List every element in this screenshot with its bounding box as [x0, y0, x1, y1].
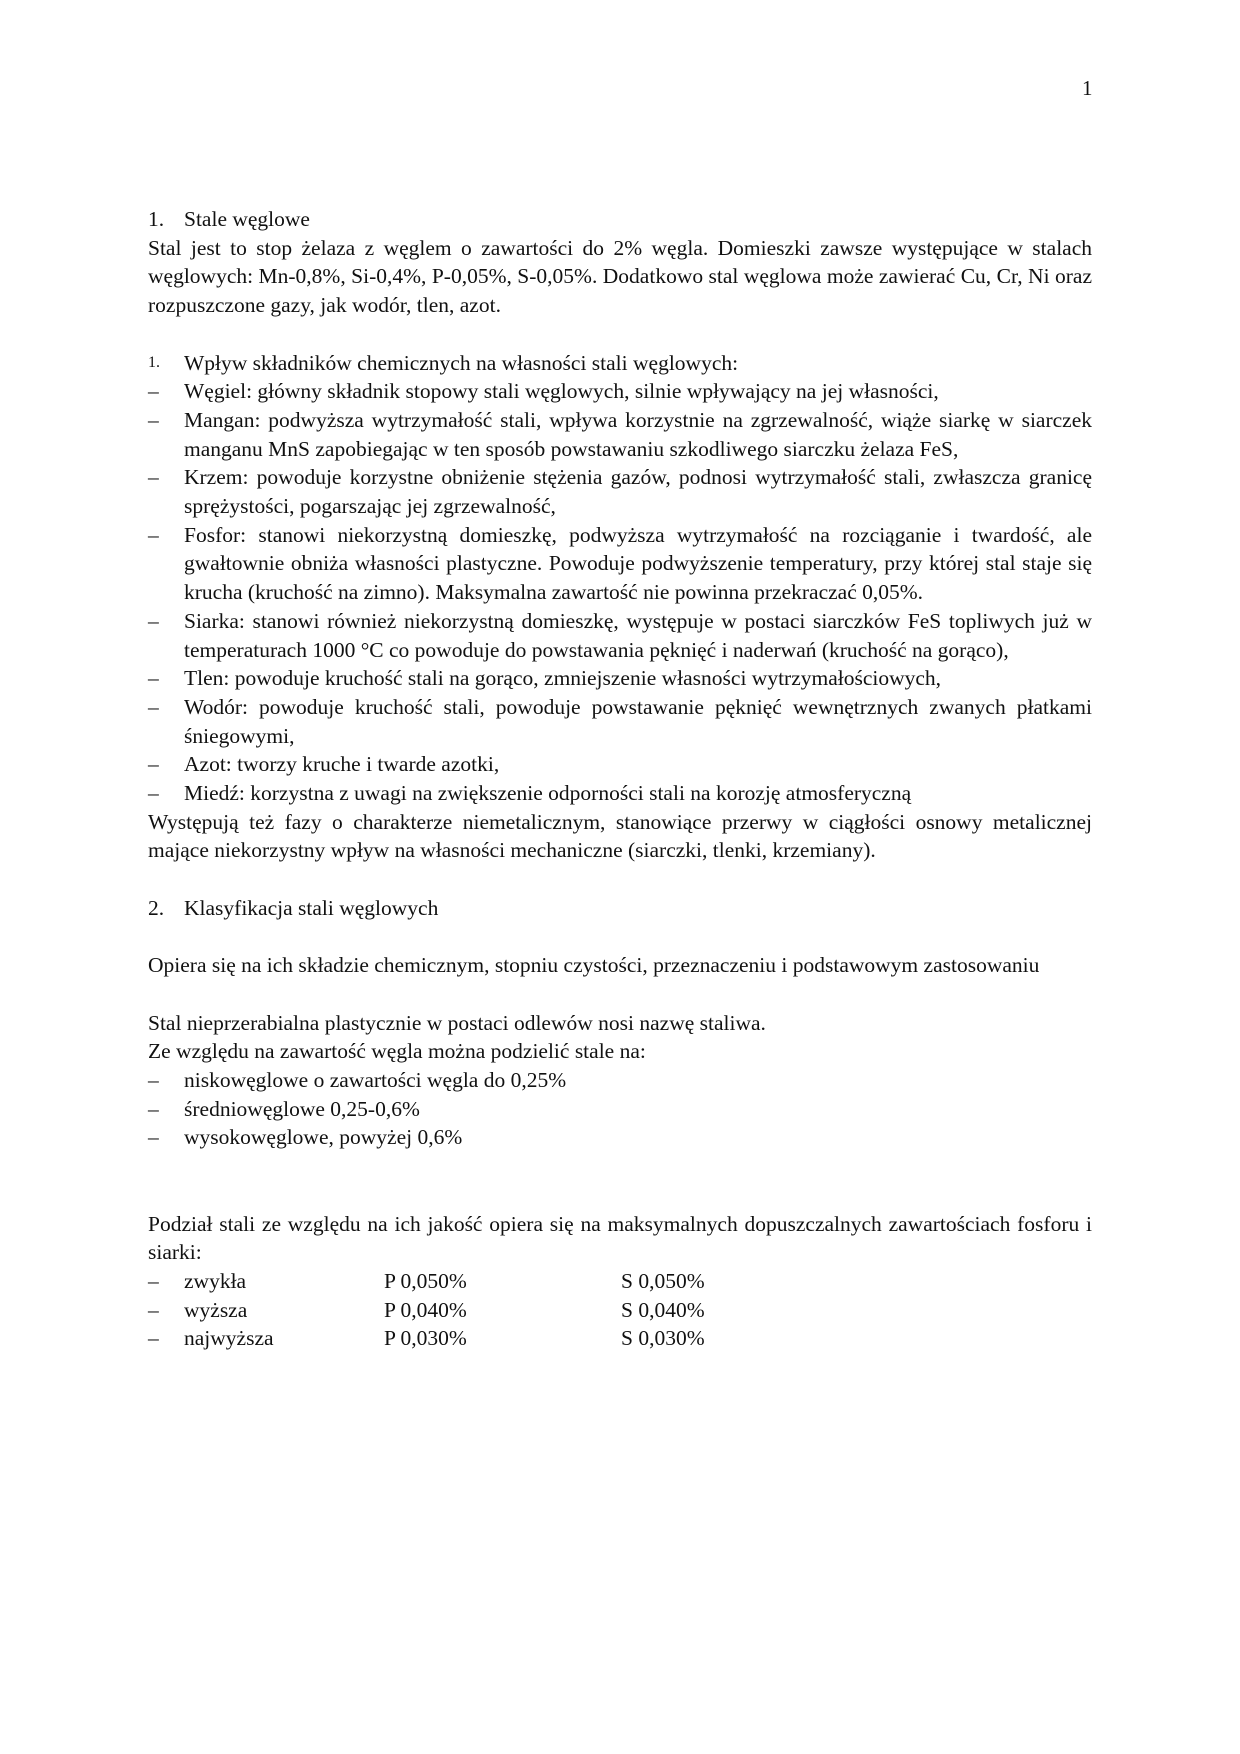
heading-number: 1. [148, 207, 165, 231]
list-item-text: Wodór: powoduje kruchość stali, powoduje powstawanie pęknięć wewnętrznych zwanych płatkami śniegowymi, [184, 694, 1092, 748]
heading-number: 2. [148, 895, 165, 920]
quality-table [148, 1267, 1092, 1353]
dash: – [148, 1268, 159, 1293]
heading-number: 1. [148, 353, 160, 371]
list-item [148, 750, 1092, 779]
heading-title: Klasyfikacja stali węglowych [184, 895, 439, 920]
classification-basis: Opiera się na ich składzie chemicznym, stopniu czystości, przeznaczeniu i podstawowym zastosowaniu [148, 953, 1040, 978]
sulfur-cell: S 0,030% [621, 1326, 705, 1351]
list-item-text: Fosfor: stanowi niekorzystną domieszkę, podwyższa wytrzymałość na rozciąganie i twardość, ale gwałtownie obniża własności plastyczne. Powoduje podwyższenie temperatury, przy której stal staje się krucha (kruchość na zimno). Maksymalna zawartość nie powinna przekraczać 0,05%. [184, 522, 1092, 605]
list-item [148, 693, 1092, 750]
grade-cell: najwyższa [184, 1326, 274, 1351]
influence-closing: Występują też fazy o charakterze niemetalicznym, stanowiące przerwy w ciągłości osnowy metalicznej mające niekorzystny wpływ na własności mechaniczne (siarczki, tlenki, krzemiany). [148, 809, 1092, 863]
list-item-text: średniowęglowe 0,25-0,6% [184, 1096, 420, 1121]
grade-cell: zwykła [184, 1268, 247, 1293]
section-2-heading [148, 894, 1092, 923]
list-item [148, 406, 1092, 463]
dash: – [148, 1096, 159, 1121]
table-row [148, 1296, 1092, 1325]
carbon-division-intro: Ze względu na zawartość węgla można podzielić stale na: [148, 1039, 646, 1064]
list-item [148, 463, 1092, 520]
dash: – [148, 752, 159, 777]
list-item-text: niskowęglowe o zawartości węgla do 0,25% [184, 1068, 567, 1093]
dash: – [148, 608, 159, 633]
heading-title: Stale węglowe [184, 207, 310, 231]
list-item-text: Krzem: powoduje korzystne obniżenie stężenia gazów, podnosi wytrzymałość stali, zwłaszcza granicę sprężystości, pogarszając jej zgrzewalność, [184, 465, 1092, 519]
sulfur-cell: S 0,050% [621, 1268, 705, 1293]
list-item [148, 779, 1092, 808]
dash: – [148, 522, 159, 547]
dash: – [148, 1326, 159, 1351]
influence-heading [148, 349, 1092, 378]
list-item-text: Siarka: stanowi również niekorzystną domieszkę, występuje w postaci siarczków FeS topliwych już w temperaturach 1000 °C co powoduje do powstawania pęknięć i naderwań (kruchość na gorąco), [184, 608, 1092, 662]
table-row [148, 1267, 1092, 1296]
dash: – [148, 465, 159, 490]
list-item-text: Azot: tworzy kruche i twarde azotki, [184, 752, 500, 777]
dash: – [148, 1125, 159, 1150]
quality-intro: Podział stali ze względu na ich jakość opiera się na maksymalnych dopuszczalnych zawartościach fosforu i siarki: [148, 1211, 1092, 1265]
cast-steel-note: Stal nieprzerabialna plastycznie w postaci odlewów nosi nazwę staliwa. [148, 1010, 766, 1035]
dash: – [148, 1297, 159, 1322]
dash: – [148, 694, 159, 719]
page-number: 1 [1082, 76, 1093, 100]
list-item-text: Miedź: korzystna z uwagi na zwiększenie odporności stali na korozję atmosferyczną [184, 781, 912, 806]
list-item [148, 664, 1092, 693]
list-item [148, 1095, 1092, 1124]
dash: – [148, 1068, 159, 1093]
list-item [148, 377, 1092, 406]
list-item-text: Węgiel: główny składnik stopowy stali węglowych, silnie wpływający na jej własności, [184, 379, 939, 404]
grade-cell: wyższa [184, 1297, 248, 1322]
sulfur-cell: S 0,040% [621, 1297, 705, 1322]
dash: – [148, 379, 159, 404]
dash: – [148, 781, 159, 806]
table-row [148, 1324, 1092, 1353]
section-1-intro: Stal jest to stop żelaza z węglem o zawartości do 2% węgla. Domieszki zawsze występujące w stalach węglowych: Mn-0,8%, Si-0,4%, P-0,05%, S-0,05%. Dodatkowo stal węglowa może zawierać Cu, Cr, Ni oraz rozpuszczone gazy, jak wodór, tlen, azot. [148, 235, 1092, 318]
influence-list [148, 377, 1092, 808]
section-1-heading [148, 205, 1092, 234]
heading-title: Wpływ składników chemicznych na własności stali węglowych: [184, 350, 739, 375]
list-item-text: wysokowęglowe, powyżej 0,6% [184, 1125, 463, 1150]
list-item [148, 521, 1092, 607]
list-item-text: Tlen: powoduje kruchość stali na gorąco, zmniejszenie własności wytrzymałościowych, [184, 666, 942, 691]
dash: – [148, 407, 159, 432]
list-item [148, 607, 1092, 664]
phosphorus-cell: P 0,040% [384, 1297, 467, 1322]
list-item-text: Mangan: podwyższa wytrzymałość stali, wpływa korzystnie na zgrzewalność, wiąże siarkę w siarczek manganu MnS zapobiegając w ten sposób powstawaniu szkodliwego siarczku żelaza FeS, [184, 407, 1092, 461]
phosphorus-cell: P 0,030% [384, 1326, 467, 1351]
document-body [148, 205, 1092, 1353]
list-item [148, 1066, 1092, 1095]
carbon-list [148, 1066, 1092, 1152]
list-item [148, 1123, 1092, 1152]
dash: – [148, 666, 159, 691]
phosphorus-cell: P 0,050% [384, 1268, 467, 1293]
